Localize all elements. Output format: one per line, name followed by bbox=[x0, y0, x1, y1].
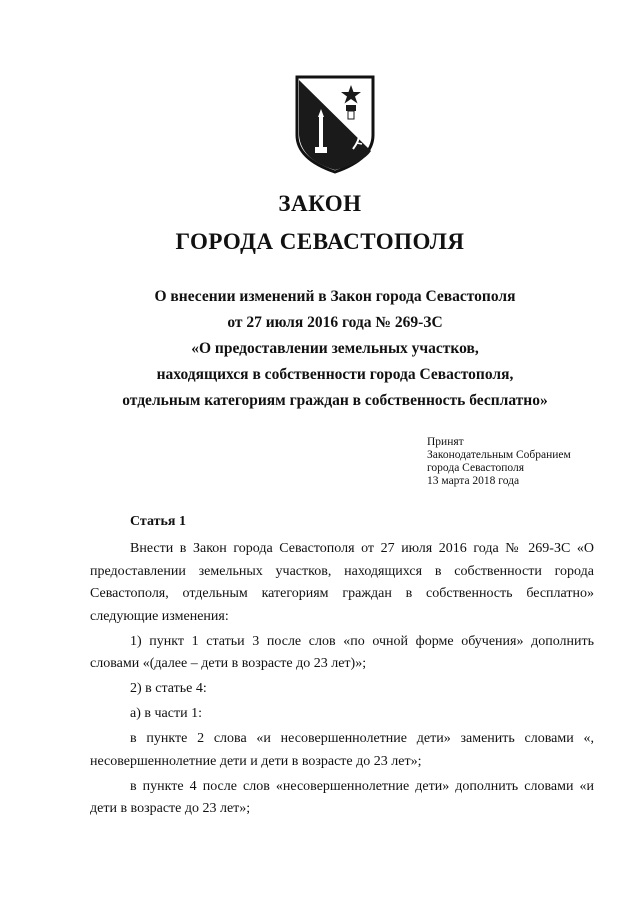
adoption-line: города Севастополя bbox=[427, 462, 524, 474]
subtitle-line: от 27 июля 2016 года № 269-ЗС bbox=[227, 314, 443, 331]
paragraph: 2) в статье 4: bbox=[130, 681, 207, 696]
paragraph: в пункте 2 слова «и несовершеннолетние дети» заменить словами «, несовершеннолетние дети и дети в возрасте до 23 лет»; bbox=[90, 731, 594, 769]
paragraph: Внести в Закон города Севастополя от 27 июля 2016 года № 269-ЗС «О предоставлении земельных участков, находящихся в собственности города Севастополя, отдельным категориям граждан в собственность бесплатно» следующие изменения: bbox=[90, 541, 594, 624]
subtitle-line: О внесении изменений в Закон города Севастополя bbox=[154, 288, 516, 305]
document-subtitle bbox=[90, 284, 580, 414]
adoption-line: Законодательным Собранием bbox=[427, 449, 571, 461]
subtitle-line: отдельным категориям граждан в собственность бесплатно» bbox=[122, 392, 548, 409]
adoption-line: Принят bbox=[427, 436, 464, 448]
subtitle-line: «О предоставлении земельных участков, bbox=[191, 340, 479, 357]
adoption-note bbox=[427, 436, 571, 488]
paragraph: в пункте 4 после слов «несовершеннолетние дети» дополнить словами «и дети в возрасте до 23 лет»; bbox=[90, 778, 594, 816]
coat-of-arms-icon bbox=[293, 73, 377, 175]
adoption-date: 13 марта 2018 года bbox=[427, 475, 520, 487]
article-body bbox=[90, 538, 594, 821]
document-title-city: ГОРОДА СЕВАСТОПОЛЯ bbox=[175, 229, 465, 254]
document-title: ЗАКОН bbox=[278, 191, 362, 216]
paragraph: а) в части 1: bbox=[130, 706, 202, 721]
subtitle-line: находящихся в собственности города Севастополя, bbox=[156, 366, 514, 383]
paragraph: 1) пункт 1 статьи 3 после слов «по очной форме обучения» дополнить словами «(далее – дети в возрасте до 23 лет)»; bbox=[90, 633, 594, 671]
article-heading: Статья 1 bbox=[130, 514, 186, 529]
